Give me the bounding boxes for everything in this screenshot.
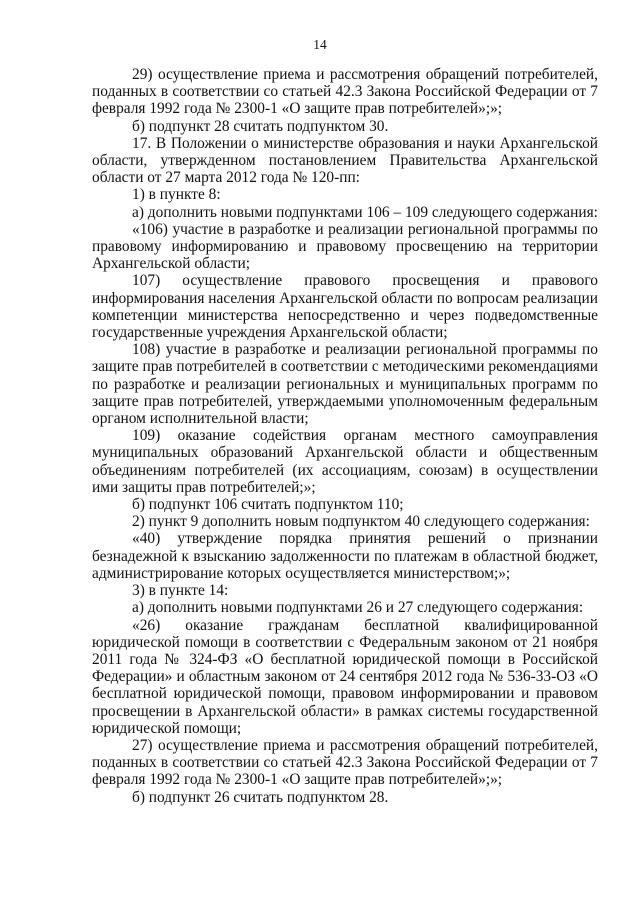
paragraph: 107) осуществление правового просвещения и правового информирования населения Архангельской области по вопросам реализации компетенции министерства непосредственно и через подведомственные государственные учреждения Архангельской области; [92,272,599,342]
paragraph: а) дополнить новыми подпунктами 26 и 27 следующего содержания: [132,599,584,617]
paragraph: б) подпункт 26 считать подпунктом 28. [132,788,389,806]
paragraph: 109) оказание содействия органам местного самоуправления муниципальных образований Архангельской области и общественным объединениям потребителей (их ассоциациям, союзам) в осуществлении ими защиты прав потребителей;»; [92,427,598,496]
paragraph: 29) осуществление приема и рассмотрения обращений потребителей, поданных в соответствии со статьей 42.3 Закона Российской Федерации от 7 февраля 1992 года № 2300-1 «О защите прав потребителей»;»; [92,66,598,118]
paragraph: «26) оказание гражданам бесплатной квалифицированной юридической помощи в соответствии с Федеральным законом от 21 ноября 2011 года № 324-ФЗ «О бесплатной юридической помощи в Российской Федерации» и областным законом от 24 сентября 2012 года № 536-33-ОЗ «О бесплатной юридической помощи, правовом информировании и правовом просвещении в Архангельской области» в рамках системы государственной юридической помощи; [92,616,598,737]
paragraph: 1) в пункте 8: [132,186,221,204]
paragraph: а) дополнить новыми подпунктами 106 – 109 следующего содержания: [132,203,598,221]
paragraph: «40) утверждение порядка принятия решений о признании безнадежной к взысканию задолженности по платежам в областной бюджет, администрирование которых осуществляется министерством;»; [92,530,598,582]
paragraph: б) подпункт 106 считать подпунктом 110; [132,496,404,514]
paragraph: 17. В Положении о министерстве образования и науки Архангельской области, утвержденном постановлением Правительства Архангельской области от 27 марта 2012 года № 120-пп: [92,134,598,187]
paragraph: 3) в пункте 14: [132,582,229,600]
paragraph: «106) участие в разработке и реализации региональной программы по правовому информированию и правовому просвещению на территории Архангельской области; [92,220,598,273]
paragraph: 2) пункт 9 дополнить новым подпунктом 40 следующего содержания: [132,513,590,531]
paragraph: б) подпункт 28 считать подпунктом 30. [132,117,389,135]
paragraph: 27) осуществление приема и рассмотрения обращений потребителей, поданных в соответствии со статьей 42.3 Закона Российской Федерации от 7 февраля 1992 года № 2300-1 «О защите прав потребителей»;»; [92,736,598,789]
page-number: 14 [313,37,327,52]
document-body [92,66,598,806]
paragraph: 108) участие в разработке и реализации региональной программы по защите прав потребителей в соответствии с методическими рекомендациями по разработке и реализации региональных и муниципальных программ по защите прав потребителей, утверждаемыми уполномоченным федеральным органом исполнительной власти; [92,341,598,428]
